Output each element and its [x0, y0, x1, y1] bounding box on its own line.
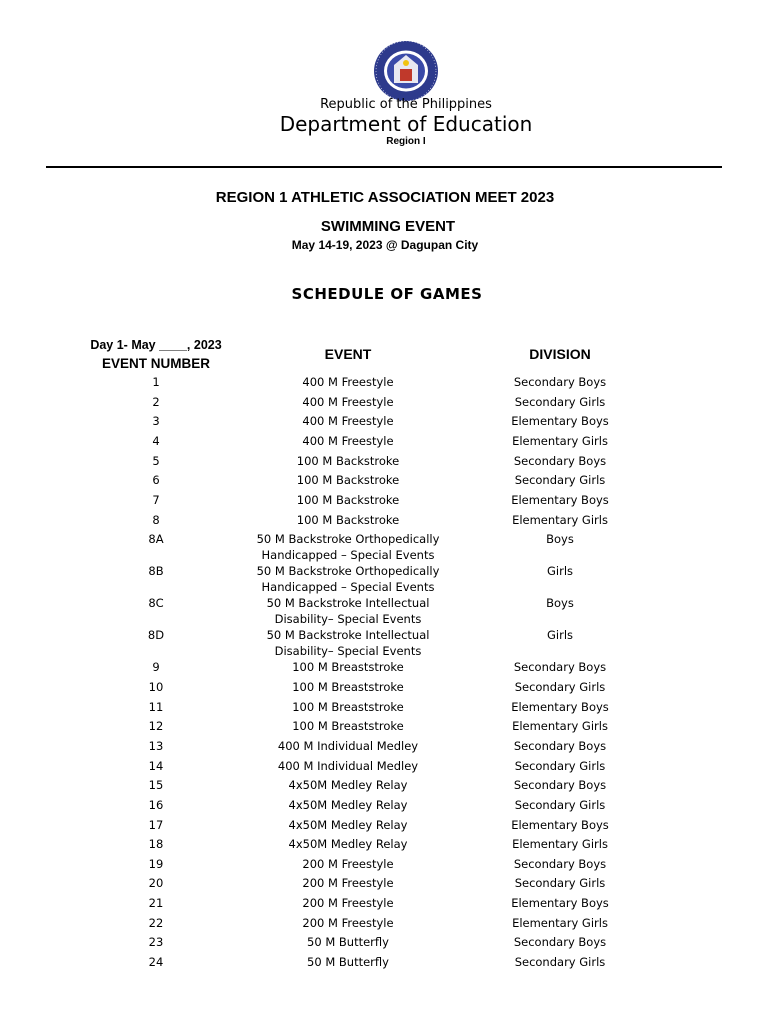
event-name: 100 M Backstroke: [296, 512, 400, 527]
event-number-cell: 5: [152, 453, 160, 468]
event-cell: [218, 895, 478, 911]
event-number-cell: 13: [148, 738, 164, 753]
event-name: 4x50M Medley Relay: [288, 817, 408, 832]
event-cell: [218, 797, 478, 813]
event-number-cell: 1: [152, 375, 160, 389]
region-label: Region I: [386, 136, 426, 147]
event-number-cell: 2: [152, 394, 160, 409]
division-cell: Secondary Girls: [514, 797, 606, 812]
table-row: [0, 593, 768, 625]
event-name: 200 M Freestyle: [302, 856, 394, 871]
event-number-cell: 10: [148, 679, 164, 694]
event-cell: [218, 413, 478, 429]
event-number-cell: 9: [152, 660, 160, 675]
event-cell: [218, 875, 478, 891]
deped-seal: [372, 39, 440, 103]
table-row: [0, 657, 768, 677]
division-cell: Secondary Boys: [513, 375, 607, 389]
day-label: Day 1- May ____, 2023: [90, 338, 222, 352]
division-cell: Secondary Boys: [513, 856, 607, 871]
division-cell: Elementary Girls: [512, 837, 608, 852]
table-row: [0, 372, 768, 392]
division-cell: Secondary Boys: [513, 738, 607, 753]
division-cell: Secondary Boys: [513, 935, 607, 950]
event-name: 4x50M Medley Relay: [288, 837, 408, 852]
event-name: 100 M Breaststroke: [292, 699, 404, 714]
event-number-cell: 8B: [148, 564, 164, 579]
event-number-cell: 11: [148, 699, 164, 714]
division-cell: Secondary Boys: [513, 778, 607, 793]
table-row: [0, 697, 768, 717]
event-number-cell: 16: [148, 797, 164, 812]
division-cell: Boys: [546, 596, 574, 611]
event-number-cell: 15: [148, 778, 164, 793]
table-row: [0, 490, 768, 510]
event-title: SWIMMING EVENT: [320, 218, 456, 235]
event-name: 50 M Backstroke Intellectual: [266, 596, 430, 611]
event-number-cell: 14: [148, 758, 164, 773]
deped-seal-icon: [372, 39, 440, 103]
event-name: 200 M Freestyle: [302, 915, 394, 930]
table-row: [0, 677, 768, 697]
division-cell: Elementary Boys: [511, 896, 609, 911]
event-cell: [218, 563, 478, 595]
division-cell: Girls: [546, 564, 574, 579]
event-name: 4x50M Medley Relay: [288, 797, 408, 812]
event-name: 200 M Freestyle: [302, 896, 394, 911]
division-cell: Elementary Girls: [512, 915, 608, 930]
event-number-cell: 22: [148, 915, 164, 930]
event-name-continued: Disability– Special Events: [274, 644, 422, 659]
event-cell: [218, 595, 478, 627]
event-name: 50 M Backstroke Orthopedically: [256, 532, 440, 547]
event-cell: [218, 915, 478, 931]
division-cell: Secondary Girls: [514, 955, 606, 970]
table-row: [0, 529, 768, 561]
division-cell: Secondary Girls: [514, 758, 606, 773]
header-divider: [46, 166, 722, 168]
division-cell: Elementary Girls: [512, 719, 608, 734]
column-header-event: EVENT: [324, 346, 372, 362]
column-header-division: DIVISION: [529, 346, 591, 362]
event-cell: [218, 718, 478, 734]
event-name: 400 M Freestyle: [302, 394, 394, 409]
event-cell: [218, 856, 478, 872]
event-number-cell: 21: [148, 896, 164, 911]
division-cell: Secondary Girls: [514, 473, 606, 488]
event-cell: [218, 472, 478, 488]
event-name: 400 M Freestyle: [302, 414, 394, 429]
table-row: [0, 756, 768, 776]
table-row: [0, 716, 768, 736]
table-row: [0, 932, 768, 952]
event-number-cell: 8C: [148, 596, 164, 611]
table-row: [0, 431, 768, 451]
table-row: [0, 625, 768, 657]
event-number-cell: 7: [152, 492, 160, 507]
table-row: [0, 470, 768, 490]
event-number-cell: 18: [148, 837, 164, 852]
event-cell: [218, 738, 478, 754]
division-cell: Elementary Boys: [511, 414, 609, 429]
division-cell: Girls: [546, 628, 574, 643]
event-cell: [218, 758, 478, 774]
event-name: 100 M Breaststroke: [292, 679, 404, 694]
table-row: [0, 795, 768, 815]
event-cell: [218, 627, 478, 659]
event-cell: [218, 492, 478, 508]
event-cell: [218, 659, 478, 675]
division-cell: Elementary Boys: [511, 492, 609, 507]
event-number-cell: 23: [148, 935, 164, 950]
table-row: [0, 893, 768, 913]
event-cell: [218, 374, 478, 390]
table-row: [0, 451, 768, 471]
schedule-table: [0, 372, 768, 972]
event-cell: [218, 777, 478, 793]
event-name: 100 M Backstroke: [296, 473, 400, 488]
table-row: [0, 411, 768, 431]
division-cell: Elementary Girls: [512, 512, 608, 527]
event-name: 200 M Freestyle: [302, 876, 394, 891]
event-name: 100 M Breaststroke: [292, 719, 404, 734]
table-row: [0, 736, 768, 756]
table-row: [0, 561, 768, 593]
event-name: 100 M Backstroke: [296, 453, 400, 468]
event-number-cell: 8A: [148, 532, 164, 547]
division-cell: Secondary Girls: [514, 876, 606, 891]
meet-title: REGION 1 ATHLETIC ASSOCIATION MEET 2023: [215, 189, 555, 206]
event-number-cell: 24: [148, 955, 164, 970]
division-cell: Secondary Girls: [514, 394, 606, 409]
division-cell: Secondary Girls: [514, 679, 606, 694]
schedule-heading: SCHEDULE OF GAMES: [291, 285, 483, 303]
division-cell: Secondary Boys: [513, 660, 607, 675]
table-row: [0, 392, 768, 412]
event-name: 50 M Backstroke Intellectual: [266, 628, 430, 643]
event-name-continued: Handicapped – Special Events: [261, 548, 435, 563]
table-row: [0, 873, 768, 893]
event-cell: [218, 531, 478, 563]
event-number-cell: 4: [152, 433, 160, 448]
event-cell: [218, 433, 478, 449]
event-name: 50 M Butterfly: [307, 935, 389, 950]
event-cell: [218, 817, 478, 833]
event-cell: [218, 836, 478, 852]
event-name: 400 M Freestyle: [302, 433, 394, 448]
table-row: [0, 834, 768, 854]
event-cell: [218, 512, 478, 528]
division-cell: Secondary Boys: [513, 453, 607, 468]
event-name: 4x50M Medley Relay: [288, 778, 408, 793]
event-number-cell: 3: [152, 414, 160, 429]
division-cell: Elementary Boys: [511, 817, 609, 832]
department-name: Department of Education: [279, 112, 533, 136]
event-number-cell: 8: [152, 512, 160, 527]
event-name: 400 M Individual Medley: [277, 738, 419, 753]
event-cell: [218, 699, 478, 715]
event-number-cell: 17: [148, 817, 164, 832]
event-name: 100 M Backstroke: [296, 492, 400, 507]
event-number-cell: 19: [148, 856, 164, 871]
event-number-cell: 12: [148, 719, 164, 734]
event-cell: [218, 679, 478, 695]
division-cell: Boys: [546, 532, 574, 547]
event-name: 100 M Breaststroke: [292, 660, 404, 675]
column-header-event-number: EVENT NUMBER: [101, 356, 210, 371]
table-row: [0, 952, 768, 972]
table-row: [0, 510, 768, 530]
event-name: 50 M Backstroke Orthopedically: [256, 564, 440, 579]
division-cell: Elementary Girls: [512, 433, 608, 448]
table-row: [0, 913, 768, 933]
event-dates: May 14-19, 2023 @ Dagupan City: [291, 238, 479, 252]
event-cell: [218, 954, 478, 970]
event-name: 400 M Freestyle: [302, 375, 394, 389]
event-number-cell: 8D: [147, 628, 165, 643]
event-number-cell: 20: [148, 876, 164, 891]
event-name: 50 M Butterfly: [307, 955, 389, 970]
event-name-continued: Handicapped – Special Events: [261, 580, 435, 595]
event-cell: [218, 453, 478, 469]
event-cell: [218, 934, 478, 950]
table-row: [0, 854, 768, 874]
table-row: [0, 775, 768, 795]
event-name-continued: Disability– Special Events: [274, 612, 422, 627]
event-number-cell: 6: [152, 473, 160, 488]
event-cell: [218, 394, 478, 410]
table-row: [0, 815, 768, 835]
event-name: 400 M Individual Medley: [277, 758, 419, 773]
republic-line: Republic of the Philippines: [320, 97, 492, 112]
division-cell: Elementary Boys: [511, 699, 609, 714]
